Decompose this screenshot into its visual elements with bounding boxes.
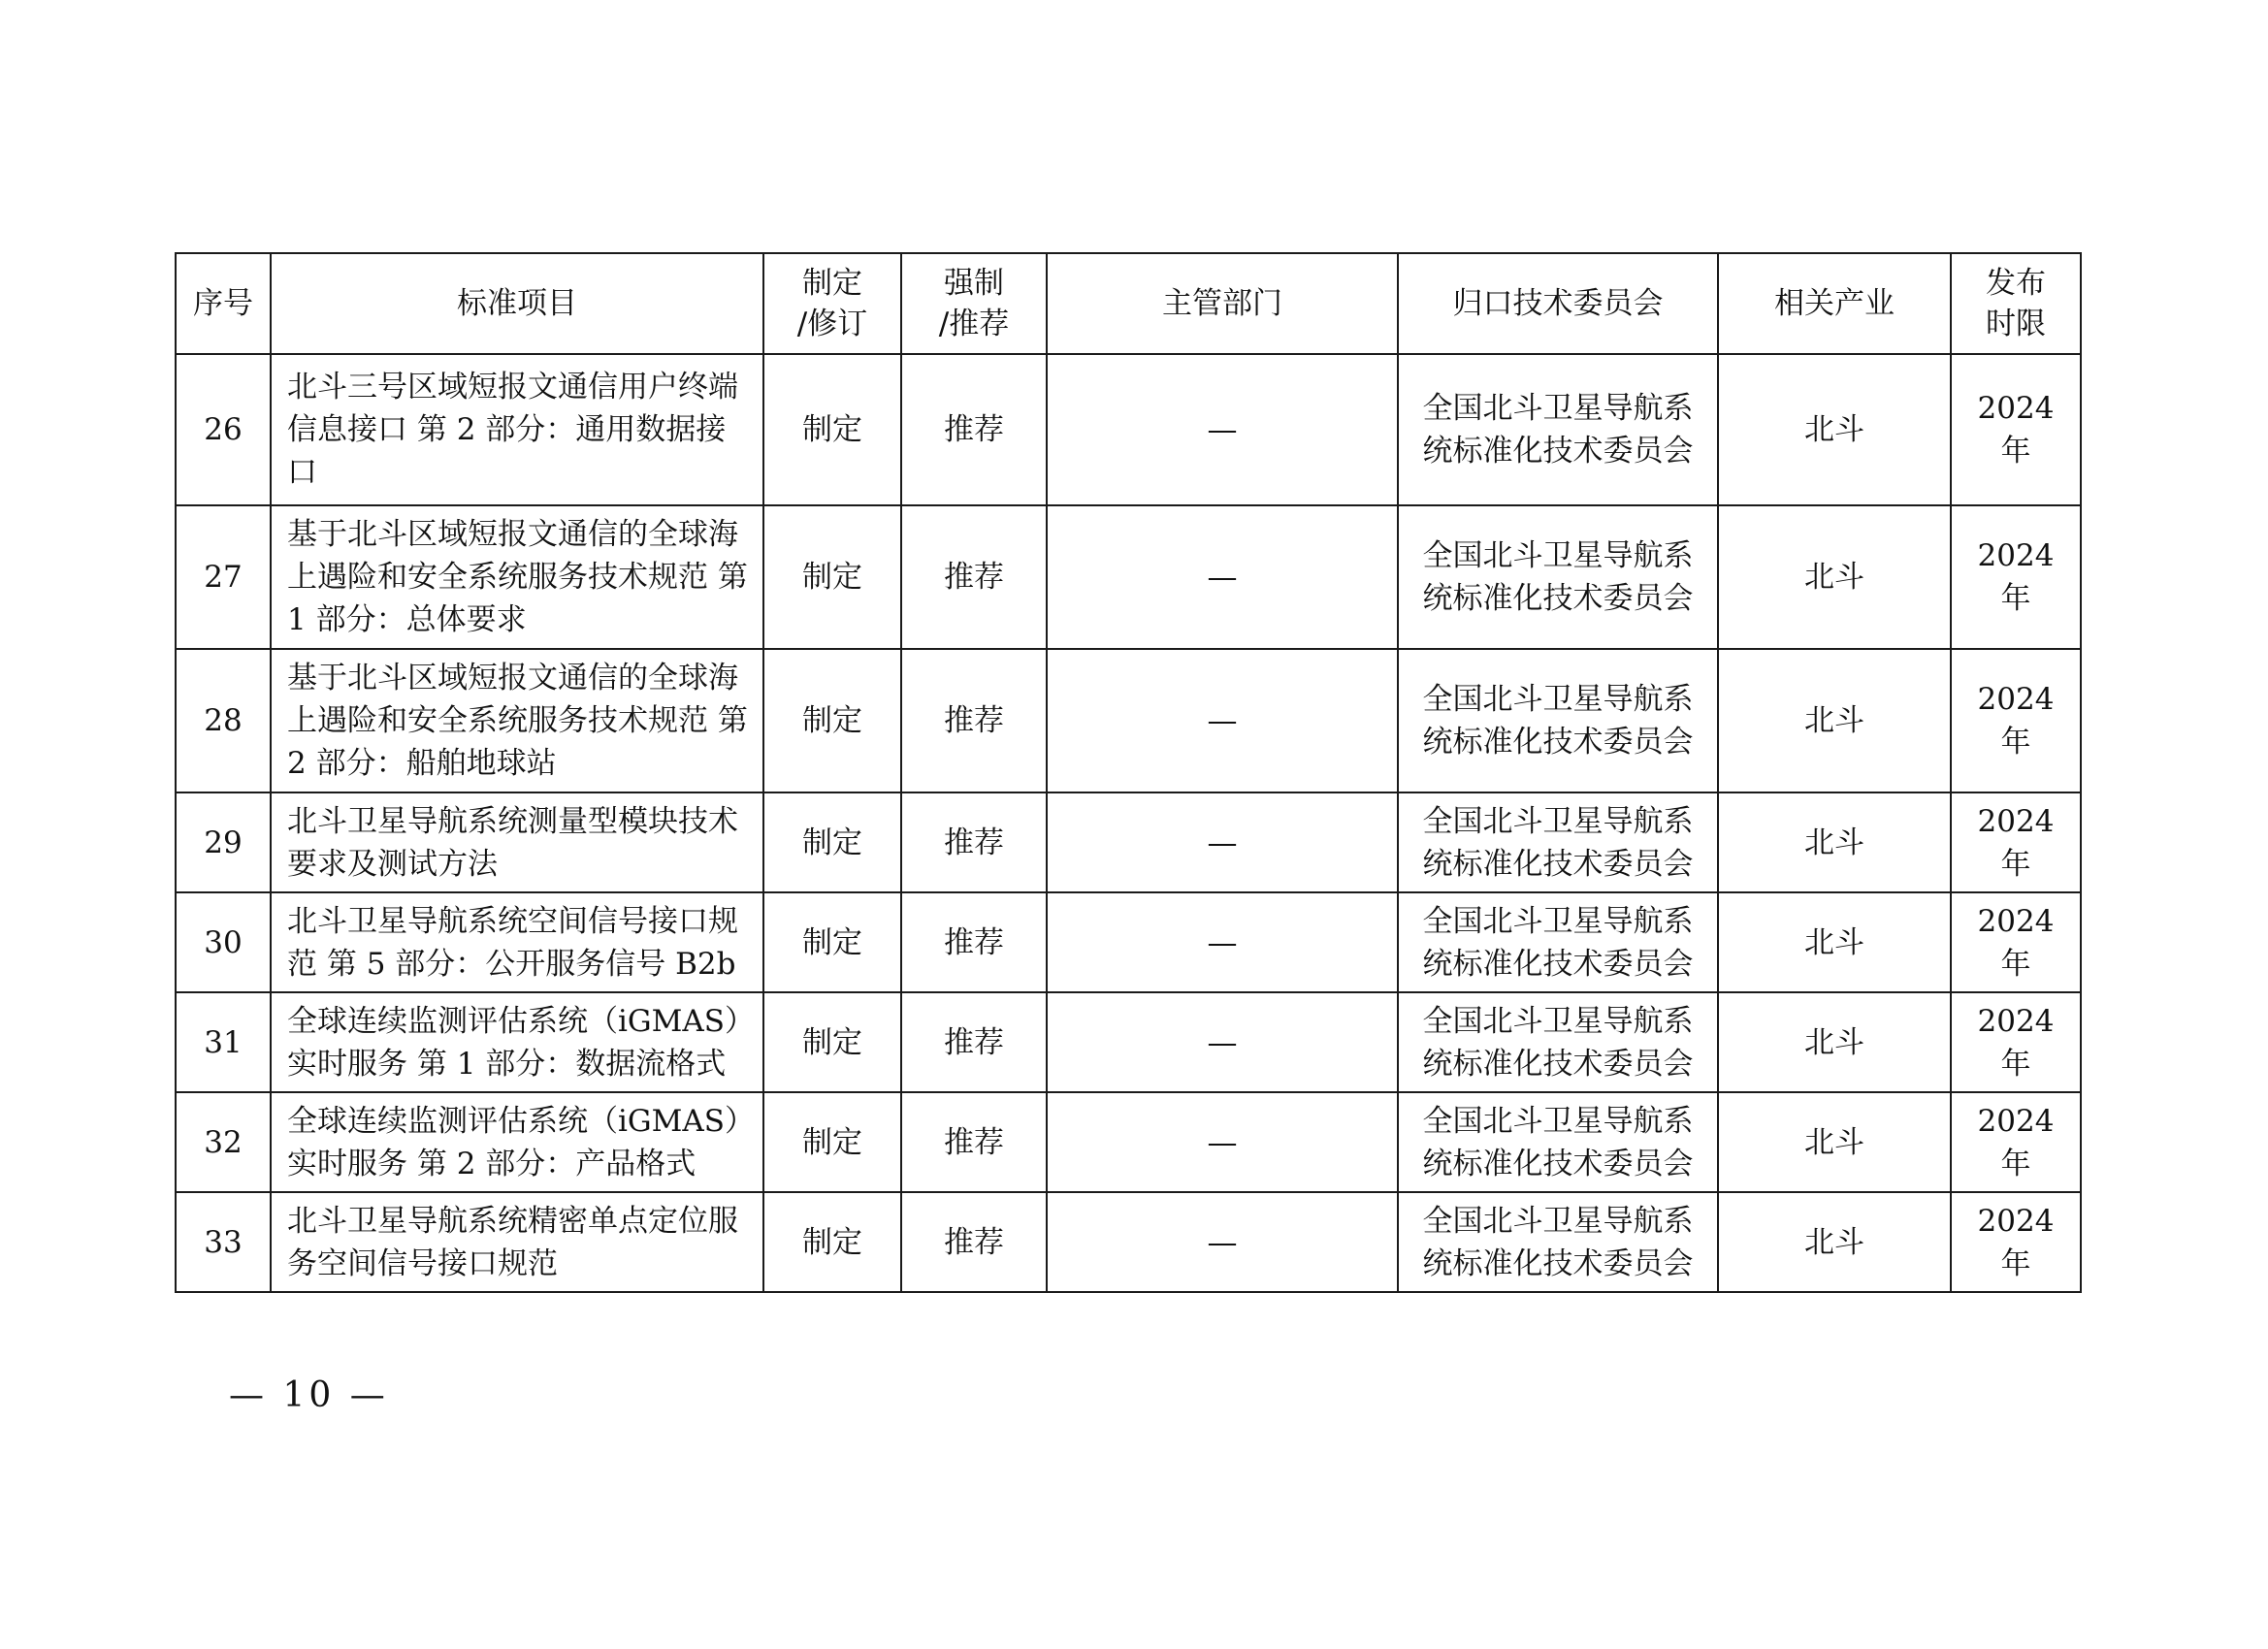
cell-project: 北斗三号区域短报文通信用户终端信息接口 第 2 部分：通用数据接口 [271, 354, 763, 505]
cell-deadline: 2024 年 [1951, 892, 2081, 992]
cell-committee: 全国北斗卫星导航系统标准化技术委员会 [1398, 1092, 1718, 1192]
cell-type: 制定 [763, 1092, 901, 1192]
table-row [176, 792, 2081, 892]
cell-type: 制定 [763, 792, 901, 892]
cell-project: 北斗卫星导航系统测量型模块技术要求及测试方法 [271, 792, 763, 892]
cell-level: 推荐 [901, 649, 1047, 792]
header-dept: 主管部门 [1047, 253, 1398, 354]
cell-dept: — [1047, 1092, 1398, 1192]
table-row [176, 992, 2081, 1092]
header-deadline [1951, 253, 2081, 354]
cell-project: 北斗卫星导航系统空间信号接口规范 第 5 部分：公开服务信号 B2b [271, 892, 763, 992]
cell-industry: 北斗 [1718, 354, 1951, 505]
cell-type: 制定 [763, 892, 901, 992]
cell-level: 推荐 [901, 792, 1047, 892]
cell-industry: 北斗 [1718, 792, 1951, 892]
table-row [176, 1192, 2081, 1292]
table-body [176, 354, 2081, 1292]
header-type-line2: /修订 [796, 307, 868, 341]
table-header [176, 253, 2081, 354]
table-row [176, 1092, 2081, 1192]
cell-deadline: 2024 年 [1951, 354, 2081, 505]
cell-dept: — [1047, 354, 1398, 505]
cell-project: 全球连续监测评估系统（iGMAS）实时服务 第 1 部分：数据流格式 [271, 992, 763, 1092]
cell-level: 推荐 [901, 354, 1047, 505]
cell-committee: 全国北斗卫星导航系统标准化技术委员会 [1398, 892, 1718, 992]
cell-no: 26 [176, 354, 271, 505]
cell-dept: — [1047, 649, 1398, 792]
cell-no: 28 [176, 649, 271, 792]
cell-type: 制定 [763, 354, 901, 505]
cell-level: 推荐 [901, 1192, 1047, 1292]
cell-committee: 全国北斗卫星导航系统标准化技术委员会 [1398, 649, 1718, 792]
cell-project: 基于北斗区域短报文通信的全球海上遇险和安全系统服务技术规范 第 1 部分：总体要求 [271, 505, 763, 649]
header-type [763, 253, 901, 354]
cell-committee: 全国北斗卫星导航系统标准化技术委员会 [1398, 354, 1718, 505]
header-deadline-line2: 时限 [1986, 307, 2046, 341]
cell-level: 推荐 [901, 892, 1047, 992]
cell-level: 推荐 [901, 505, 1047, 649]
header-no: 序号 [176, 253, 271, 354]
header-level-line1: 强制 [944, 266, 1004, 301]
cell-dept: — [1047, 992, 1398, 1092]
table-row [176, 354, 2081, 505]
cell-industry: 北斗 [1718, 892, 1951, 992]
header-committee: 归口技术委员会 [1398, 253, 1718, 354]
cell-dept: — [1047, 892, 1398, 992]
cell-deadline: 2024 年 [1951, 505, 2081, 649]
cell-industry: 北斗 [1718, 1192, 1951, 1292]
table-row [176, 649, 2081, 792]
table-row [176, 505, 2081, 649]
cell-project: 全球连续监测评估系统（iGMAS）实时服务 第 2 部分：产品格式 [271, 1092, 763, 1192]
cell-type: 制定 [763, 649, 901, 792]
cell-no: 29 [176, 792, 271, 892]
cell-dept: — [1047, 1192, 1398, 1292]
header-project: 标准项目 [271, 253, 763, 354]
header-type-line1: 制定 [802, 266, 862, 301]
cell-industry: 北斗 [1718, 505, 1951, 649]
cell-level: 推荐 [901, 1092, 1047, 1192]
page-number: — 10 — [229, 1375, 389, 1415]
header-level [901, 253, 1047, 354]
cell-level: 推荐 [901, 992, 1047, 1092]
cell-type: 制定 [763, 1192, 901, 1292]
cell-dept: — [1047, 792, 1398, 892]
cell-no: 32 [176, 1092, 271, 1192]
cell-no: 27 [176, 505, 271, 649]
standards-table [175, 252, 2082, 1293]
header-level-line2: /推荐 [938, 307, 1010, 341]
cell-committee: 全国北斗卫星导航系统标准化技术委员会 [1398, 1192, 1718, 1292]
cell-type: 制定 [763, 505, 901, 649]
cell-committee: 全国北斗卫星导航系统标准化技术委员会 [1398, 792, 1718, 892]
cell-deadline: 2024 年 [1951, 992, 2081, 1092]
cell-deadline: 2024 年 [1951, 649, 2081, 792]
cell-committee: 全国北斗卫星导航系统标准化技术委员会 [1398, 505, 1718, 649]
cell-deadline: 2024 年 [1951, 792, 2081, 892]
cell-no: 33 [176, 1192, 271, 1292]
cell-no: 31 [176, 992, 271, 1092]
cell-committee: 全国北斗卫星导航系统标准化技术委员会 [1398, 992, 1718, 1092]
cell-deadline: 2024 年 [1951, 1192, 2081, 1292]
table-row [176, 892, 2081, 992]
header-industry: 相关产业 [1718, 253, 1951, 354]
cell-dept: — [1047, 505, 1398, 649]
cell-type: 制定 [763, 992, 901, 1092]
cell-no: 30 [176, 892, 271, 992]
cell-project: 北斗卫星导航系统精密单点定位服务空间信号接口规范 [271, 1192, 763, 1292]
cell-industry: 北斗 [1718, 992, 1951, 1092]
cell-industry: 北斗 [1718, 649, 1951, 792]
cell-project: 基于北斗区域短报文通信的全球海上遇险和安全系统服务技术规范 第 2 部分：船舶地球站 [271, 649, 763, 792]
cell-deadline: 2024 年 [1951, 1092, 2081, 1192]
cell-industry: 北斗 [1718, 1092, 1951, 1192]
header-row [176, 253, 2081, 354]
header-deadline-line1: 发布 [1986, 266, 2046, 301]
